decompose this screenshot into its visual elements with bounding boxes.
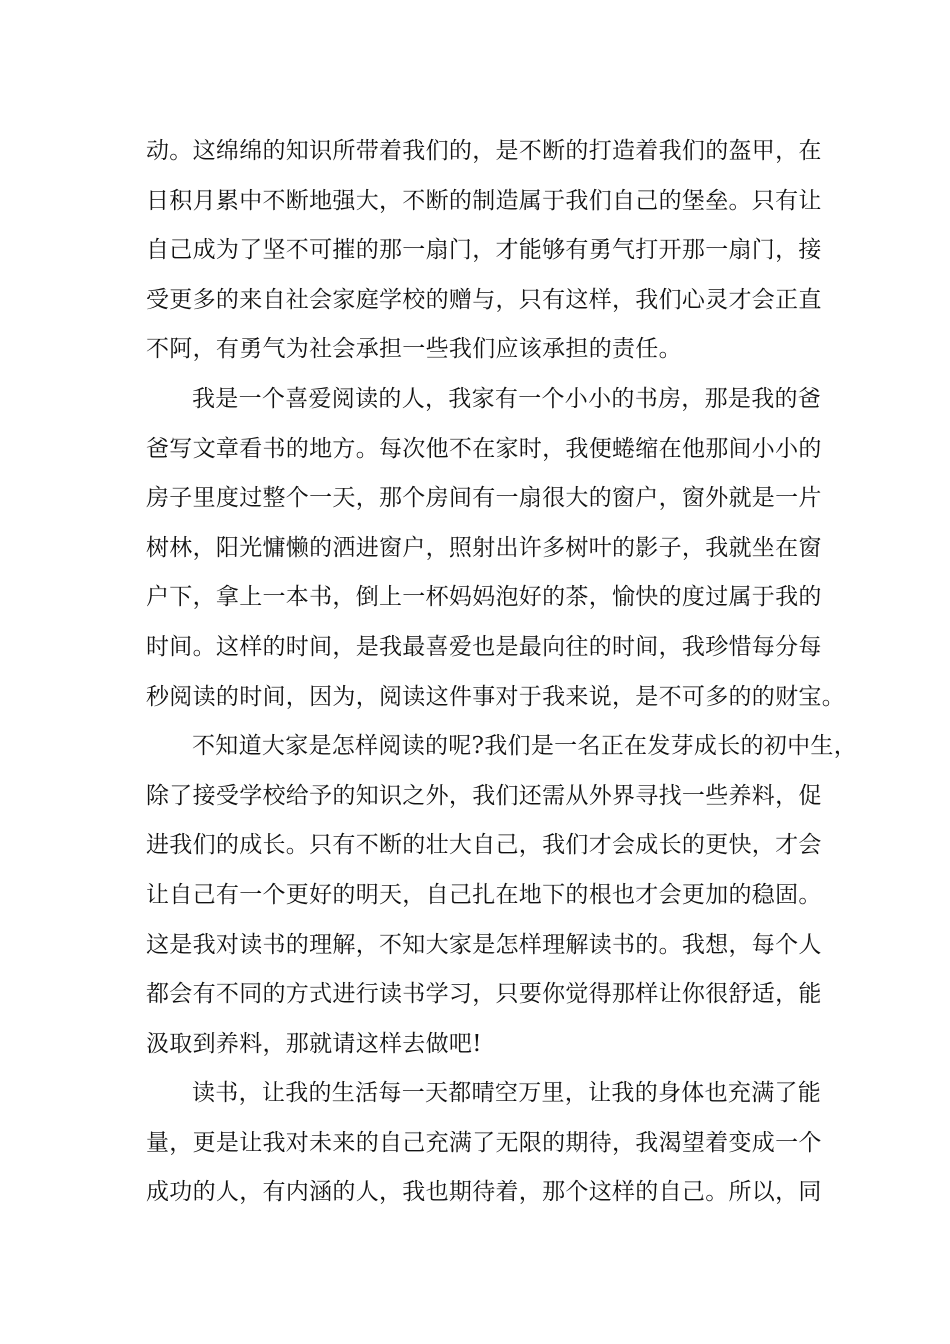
paragraph-2-line-1: 我是一个喜爱阅读的人，我家有一个小小的书房，那是我的爸 xyxy=(192,385,822,412)
paragraph-3-line-6: 都会有不同的方式进行读书学习，只要你觉得那样让你很舒适，能 xyxy=(146,981,822,1008)
paragraph-3-line-7: 汲取到养料，那就请这样去做吧! xyxy=(146,1030,482,1057)
paragraph-2-line-2: 爸写文章看书的地方。每次他不在家时，我便蜷缩在他那间小小的 xyxy=(146,435,822,462)
paragraph-2-line-4: 树林，阳光慵懒的洒进窗户，照射出许多树叶的影子，我就坐在窗 xyxy=(146,534,822,561)
paragraph-2-line-3: 房子里度过整个一天，那个房间有一扇很大的窗户，窗外就是一片 xyxy=(146,485,822,512)
paragraph-1-line-4: 受更多的来自社会家庭学校的赠与，只有这样，我们心灵才会正直 xyxy=(146,286,822,313)
paragraph-3-line-5: 这是我对读书的理解，不知大家是怎样理解读书的。我想，每个人 xyxy=(146,931,822,958)
paragraph-3-line-4: 让自己有一个更好的明天，自己扎在地下的根也才会更加的稳固。 xyxy=(146,881,822,908)
paragraph-1-line-2: 日积月累中不断地强大，不断的制造属于我们自己的堡垒。只有让 xyxy=(146,187,822,214)
paragraph-1-line-5: 不阿，有勇气为社会承担一些我们应该承担的责任。 xyxy=(146,336,682,363)
paragraph-4-line-1: 读书，让我的生活每一天都晴空万里，让我的身体也充满了能 xyxy=(192,1080,822,1107)
paragraph-4-line-3: 成功的人，有内涵的人，我也期待着，那个这样的自己。所以，同 xyxy=(146,1179,822,1206)
body-text xyxy=(146,127,858,1218)
paragraph-3-line-2: 除了接受学校给予的知识之外，我们还需从外界寻找一些养料，促 xyxy=(146,782,822,809)
paragraph-3-line-3: 进我们的成长。只有不断的壮大自己，我们才会成长的更快，才会 xyxy=(146,832,822,859)
paragraph-4-line-2: 量，更是让我对未来的自己充满了无限的期待，我渴望着变成一个 xyxy=(146,1129,822,1156)
paragraph-2-line-5: 户下，拿上一本书，倒上一杯妈妈泡好的茶，愉快的度过属于我的 xyxy=(146,584,822,611)
paragraph-1-line-1: 动。这绵绵的知识所带着我们的，是不断的打造着我们的盔甲，在 xyxy=(146,138,822,164)
paragraph-1-line-3: 自己成为了坚不可摧的那一扇门，才能够有勇气打开那一扇门，接 xyxy=(146,237,822,264)
paragraph-2-line-7: 秒阅读的时间，因为，阅读这件事对于我来说，是不可多的的财宝。 xyxy=(146,683,845,710)
paragraph-2-line-6: 时间。这样的时间，是我最喜爱也是最向往的时间，我珍惜每分每 xyxy=(146,633,822,660)
paragraph-3-line-1: 不知道大家是怎样阅读的呢?我们是一名正在发芽成长的初中生， xyxy=(192,733,858,760)
